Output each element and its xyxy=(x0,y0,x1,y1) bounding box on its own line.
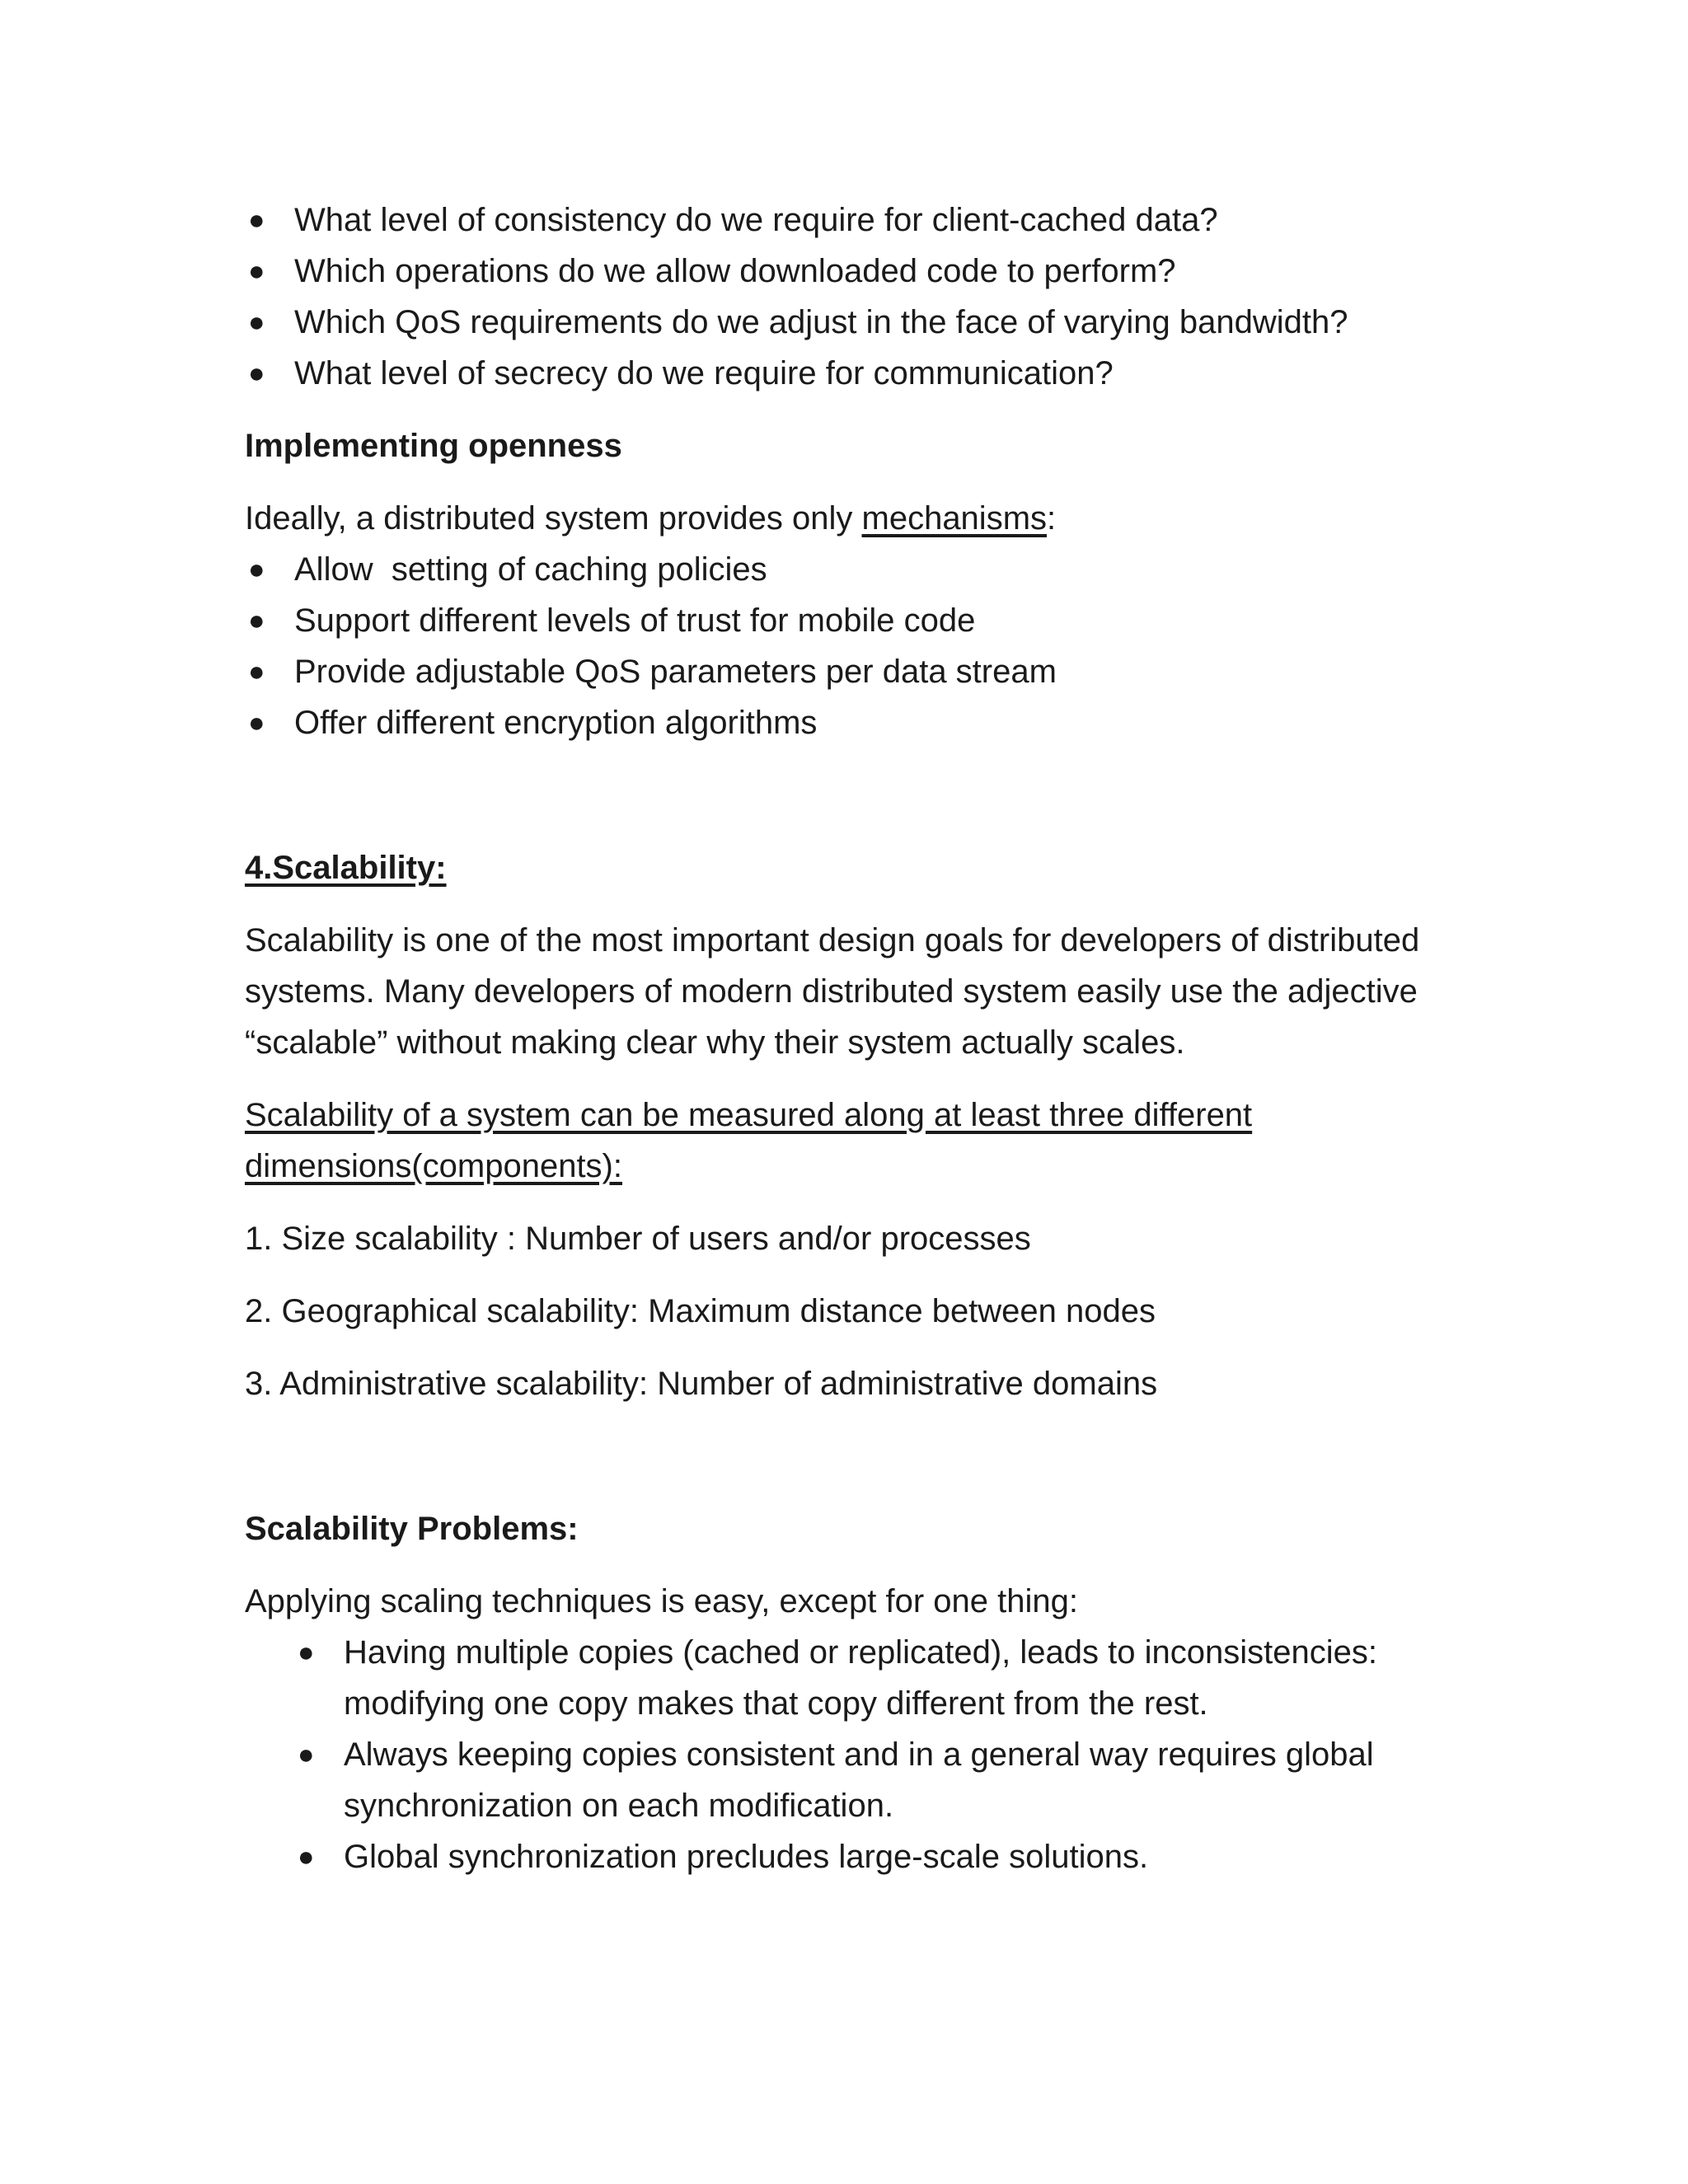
list-item: ● Which operations do we allow downloaded code to perform? xyxy=(245,246,1481,297)
bullet-icon: ● xyxy=(248,605,265,636)
mechanisms-term: mechanisms xyxy=(861,500,1048,537)
scalability-problems-heading: Scalability Problems: xyxy=(245,1511,579,1547)
list-item: ● What level of consistency do we require for client-cached data? xyxy=(245,194,1481,246)
bullet-icon: ● xyxy=(248,554,265,585)
bullet-icon: ● xyxy=(298,1841,315,1872)
dimension-size: 1. Size scalability : Number of users and/or processes xyxy=(245,1221,1031,1257)
bullet-icon: ● xyxy=(248,707,265,738)
list-item: ● Which QoS requirements do we adjust in the face of varying bandwidth? xyxy=(245,297,1481,348)
bullet-icon: ● xyxy=(248,255,265,287)
list-item: ● Offer different encryption algorithms xyxy=(245,697,1481,748)
scalability-problems-intro: Applying scaling techniques is easy, except for one thing: xyxy=(245,1583,1078,1619)
list-item: ● Provide adjustable QoS parameters per data stream xyxy=(245,646,1481,697)
bullet-icon: ● xyxy=(248,307,265,338)
bullet-icon: ● xyxy=(298,1637,315,1668)
implementing-openness-heading: Implementing openness xyxy=(245,428,622,464)
list-item: ● Global synchronization precludes large-scale solutions. xyxy=(245,1831,1481,1882)
implementing-openness-intro: Ideally, a distributed system provides only mechanisms: xyxy=(245,500,1057,537)
scalability-problems-list xyxy=(245,1627,1481,1882)
bullet-icon: ● xyxy=(248,656,265,687)
list-item: ● What level of secrecy do we require for communication? xyxy=(245,348,1481,399)
bullet-icon: ● xyxy=(298,1739,315,1770)
scalability-paragraph: Scalability is one of the most important design goals for developers of distributed systems. Many developers of modern distributed system easily use the adjective “scalable” without making clear why their system actually scales. xyxy=(245,922,1420,1061)
openness-questions-list xyxy=(245,194,1481,399)
bullet-icon: ● xyxy=(248,358,265,389)
dimension-administrative: 3. Administrative scalability: Number of administrative domains xyxy=(245,1366,1158,1402)
scalability-dimensions-intro: Scalability of a system can be measured along at least three different dimensions(components): xyxy=(245,1097,1253,1184)
scalability-heading: 4.Scalability: xyxy=(245,850,447,886)
list-item: ● Support different levels of trust for mobile code xyxy=(245,595,1481,646)
list-item: ● Allow setting of caching policies xyxy=(245,544,1481,595)
list-item: ● Having multiple copies (cached or replicated), leads to inconsistencies: modifying one copy makes that copy different from the rest. xyxy=(245,1627,1481,1729)
dimension-geographical: 2. Geographical scalability: Maximum distance between nodes xyxy=(245,1293,1156,1329)
mechanisms-list xyxy=(245,544,1481,748)
bullet-icon: ● xyxy=(248,204,265,236)
page-content xyxy=(245,194,1481,1882)
list-item: ● Always keeping copies consistent and in a general way requires global synchronization on each modification. xyxy=(245,1729,1481,1831)
